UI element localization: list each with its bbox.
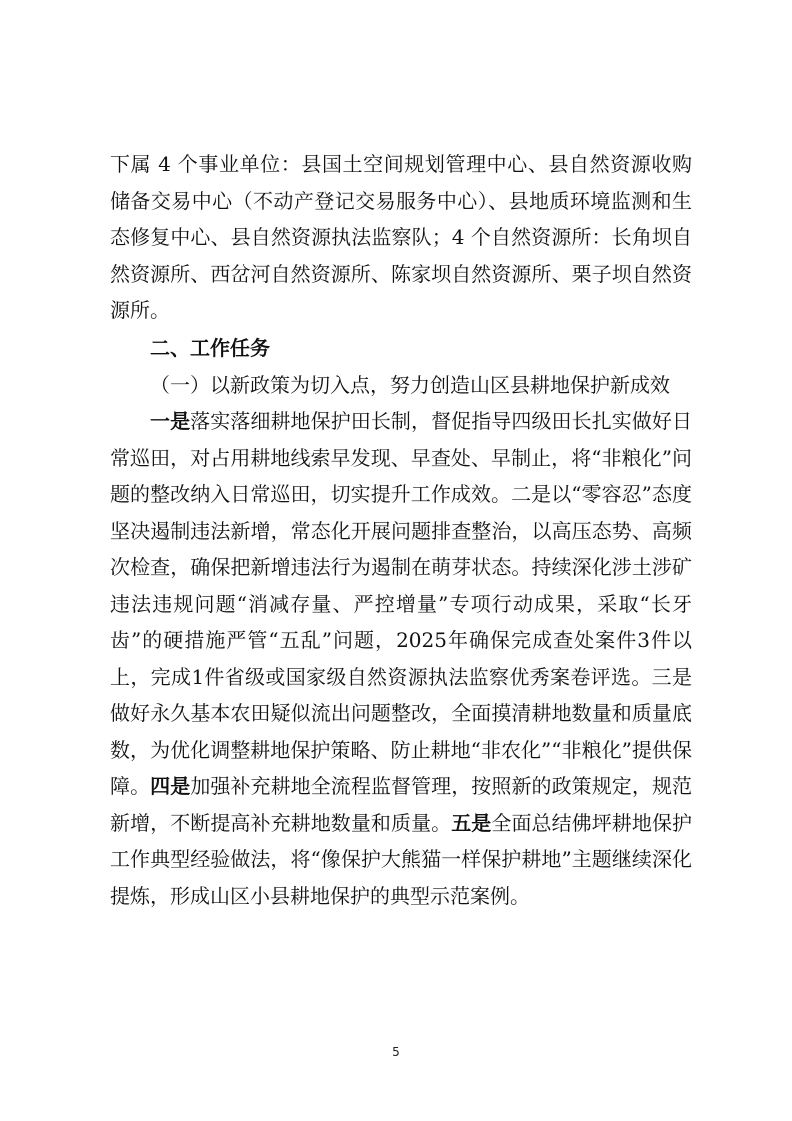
task-label-1: 一是 (150, 409, 191, 433)
section-heading: 二、工作任务 (150, 335, 270, 360)
task-text-3: 做好永久基本农田疑似流出问题整改，全面摸清耕地数量和质量底数，为优化调整耕地保护策略、防止耕地“非农化”“非粮化”提供保障。 (110, 701, 692, 798)
task-label-4: 四是 (150, 774, 191, 798)
task-label-3: 三是 (651, 664, 693, 689)
intro-paragraph: 下属 4 个事业单位：县国土空间规划管理中心、县自然资源收购储备交易中心（不动产登记交易服务中心）、县地质环境监测和生态修复中心、县自然资源执法监察队；4 个自然资源所：长角坝自然资源所、西岔河自然资源所、陈家坝自然资源所、栗子坝自然资源所。 (110, 152, 692, 322)
document-page (110, 146, 692, 914)
task-label-5: 五是 (451, 810, 492, 835)
task-text-2: 以“零容忍”态度坚决遏制违法新增，常态化开展问题排查整治，以高压态势、高频次检查，确保把新增违法行为遏制在萌芽状态。持续深化涉土涉矿违法违规问题“消减存量、严控增量”专项行动成果，采取“长牙齿”的硬措施严管“五乱”问题，2025年确保完成查处案件3件以上，完成1件省级或国家级自然资源执法监察优秀案卷评选。 (110, 482, 693, 689)
task-text-4: 加强补充耕地全流程监督管理，按照新的政策规定，规范新增，不断提高补充耕地数量和质量。 (110, 774, 693, 835)
task-text-5: 全面总结佛坪耕地保护工作典型经验做法，将“像保护大熊猫一样保护耕地”主题继续深化提炼，形成山区小县耕地保护的典型示范案例。 (110, 810, 693, 908)
work-tasks-paragraph (110, 403, 692, 914)
task-label-2: 二是 (511, 482, 552, 506)
task-text-1: 落实落细耕地保护田长制，督促指导四级田长扎实做好日常巡田，对占用耕地线索早发现、早查处、早制止，将“非粮化”问题的整改纳入日常巡田，切实提升工作成效。 (110, 409, 693, 506)
page-number: 5 (392, 1045, 400, 1059)
subsection-heading: （一）以新政策为切入点，努力创造山区县耕地保护新成效 (150, 372, 670, 397)
